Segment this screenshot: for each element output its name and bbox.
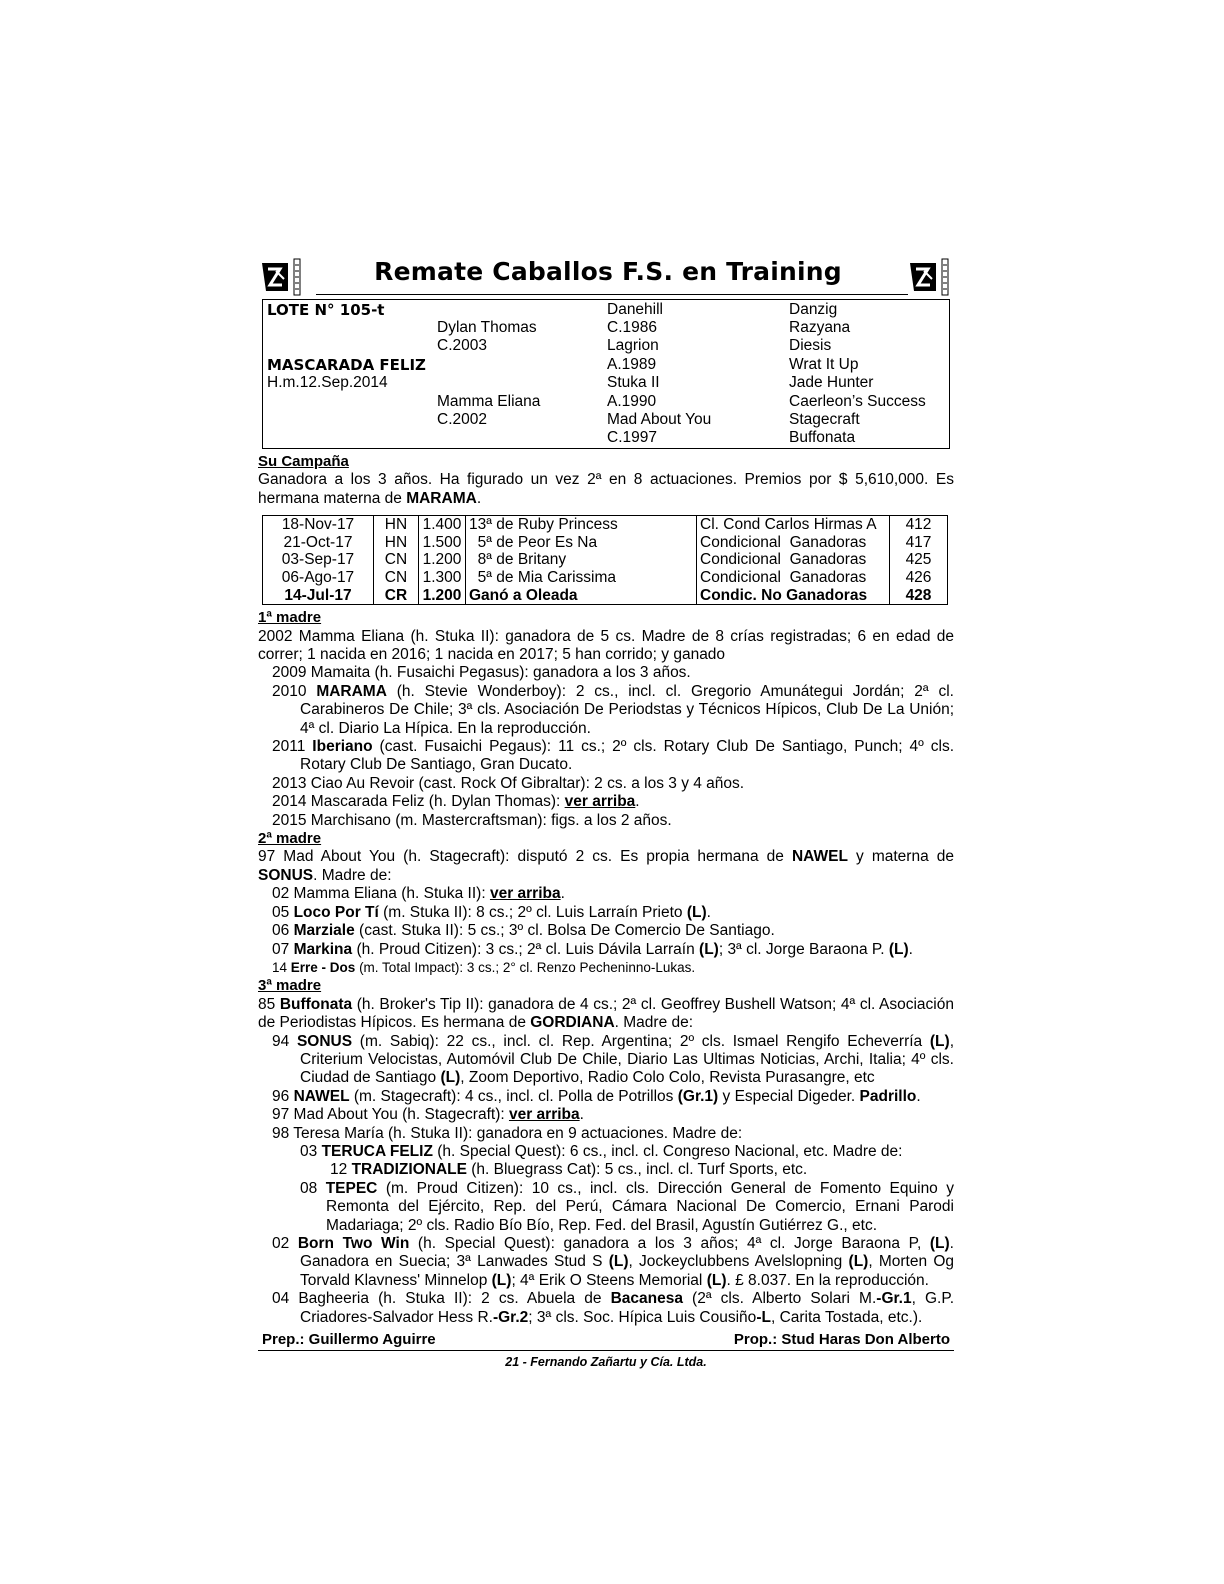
sire-name: Dylan Thomas [437, 319, 537, 336]
list-item: 14 Erre - Dos (m. Total Impact): 3 cs.; 2° cl. Renzo Pecheninno-Lukas. [272, 959, 696, 975]
gen2-2: Lagrion [607, 337, 659, 354]
prep-prop-line [258, 1327, 954, 1350]
gen3-5: Caerleon’s Success [789, 393, 926, 410]
madre2-heading: 2ª madre [258, 830, 322, 848]
pedigree-box [262, 299, 950, 449]
page-title: Remate Caballos F.S. en Training [374, 257, 842, 286]
list-item: 2014 Mascarada Feliz (h. Dylan Thomas): ver arriba. [272, 793, 640, 811]
dam-year: C.2002 [437, 411, 487, 428]
horse-info: H.m.12.Sep.2014 [267, 374, 388, 391]
fz-monogram-logo-right [906, 257, 954, 297]
madre3-heading: 3ª madre [258, 977, 322, 995]
campaign-section [258, 453, 954, 605]
race-row: 06-Ago-17 CN 1.300 5ª de Mia Carissima Condicional Ganadoras 426 [263, 569, 948, 587]
madre3-section [258, 977, 954, 1327]
madre3-intro: 85 Buffonata (h. Broker's Tip II): ganadora de 4 cs.; 2ª cl. Geoffrey Bushell Watson; 4ª cl. Asociación de Periodistas Hípicos. Es hermana de GORDIANA. Madre de: [258, 995, 954, 1032]
gen2-7: C.1997 [607, 429, 657, 446]
race-row: 21-Oct-17 HN 1.500 5ª de Peor Es Na Condicional Ganadoras 417 [263, 534, 948, 552]
gen2-4: Stuka II [607, 374, 660, 391]
list-item: 05 Loco Por Tí (m. Stuka II): 8 cs.; 2º cl. Luis Larraín Prieto (L). [272, 903, 711, 921]
race-row-win: 14-Jul-17 CR 1.200 Ganó a Oleada Condic. No Ganadoras 428 [263, 587, 948, 605]
gen3-4: Jade Hunter [789, 374, 874, 391]
gen3-3: Wrat It Up [789, 356, 859, 373]
trainer: Prep.: Guillermo Aguirre [262, 1331, 436, 1349]
sire-year: C.2003 [437, 337, 487, 354]
title-rule [316, 294, 908, 295]
madre2-intro: 97 Mad About You (h. Stagecraft): disputó 2 cs. Es propia hermana de NAWEL y materna de SONUS. Madre de: [258, 848, 955, 884]
gen2-6: Mad About You [607, 411, 712, 428]
gen3-0: Danzig [789, 301, 838, 318]
madre1-intro: 2002 Mamma Eliana (h. Stuka II): ganadora de 5 cs. Madre de 8 crías registradas; 6 en edad de correr; 1 nacida en 2016; 1 nacida en 2017; 5 han corrido; y ganado [258, 627, 954, 663]
madre2-section [258, 830, 954, 977]
page-footer: 21 - Fernando Zañartu y Cía. Ltda. [505, 1355, 707, 1370]
list-item: 06 Marziale (cast. Stuka II): 5 cs.; 3º cl. Bolsa De Comercio De Santiago. [272, 922, 775, 940]
race-table [262, 515, 948, 605]
page-header [258, 255, 954, 299]
gen3-2: Diesis [789, 337, 832, 354]
catalog-page [258, 255, 954, 1369]
list-item: 02 Mamma Eliana (h. Stuka II): ver arriba. [272, 885, 565, 903]
footer-rule [258, 1350, 954, 1351]
madre1-heading: 1ª madre [258, 609, 322, 627]
race-row: 18-Nov-17 HN 1.400 13ª de Ruby Princess Cl. Cond Carlos Hirmas A 412 [263, 516, 948, 534]
list-item: 04 Bagheeria (h. Stuka II): 2 cs. Abuela de Bacanesa (2ª cls. Alberto Solari M.-Gr.1, G.P. Criadores-Salvador Hess R.-Gr.2; 3ª cls. Soc. Hípica Luis Cousiño-L, Carita Tostada, etc.). [272, 1290, 955, 1326]
list-item: 07 Markina (h. Proud Citizen): 3 cs.; 2ª cl. Luis Dávila Larraín (L); 3ª cl. Jorge Baraona P. (L). [272, 940, 913, 958]
gen2-3: A.1989 [607, 356, 657, 373]
list-item: 03 TERUCA FELIZ (h. Special Quest): 6 cs., incl. cl. Congreso Nacional, etc. Madre de: [300, 1142, 903, 1160]
gen3-1: Razyana [789, 319, 851, 336]
owner: Prop.: Stud Haras Don Alberto [733, 1331, 950, 1349]
list-item: 96 NAWEL (m. Stagecraft): 4 cs., incl. cl. Polla de Potrillos (Gr.1) y Especial Digeder. Padrillo. [272, 1087, 921, 1105]
list-item: 2009 Mamaita (h. Fusaichi Pegasus): ganadora a los 3 años. [272, 664, 691, 682]
dam-name: Mamma Eliana [437, 393, 541, 410]
list-item: 98 Teresa María (h. Stuka II): ganadora en 9 actuaciones. Madre de: [272, 1124, 743, 1142]
madre1-section [258, 609, 954, 830]
list-item: 08 TEPEC (m. Proud Citizen): 10 cs., incl. cls. Dirección General de Fomento Equino y Remonta del Ejército, Rep. del Perú, Cámara Nacional De Comercio, Ernani Parodi Madariaga; 2º cls. Radio Bío Bío, Rep. Fed. del Brasil, Agustín Gutiérrez G., etc. [300, 1179, 954, 1234]
list-item: 02 Born Two Win (h. Special Quest): ganadora a los 3 años; 4ª cl. Jorge Baraona P, (L). Ganadora en Suecia; 3ª Lanwades Stud S (L), Jockeyclubbens Avelslopning (L), Morten Og Torvald Klavness' Minnelop (L); 4ª Erik O Steens Memorial (L). £ 8.037. En la reproducción. [272, 1235, 954, 1289]
campaign-text: Ganadora a los 3 años. Ha figurado un vez 2ª en 8 actuaciones. Premios por $ 5,610,000. Es hermana materna de MARAMA. [258, 471, 954, 507]
horse-name: MASCARADA FELIZ [267, 356, 426, 374]
list-item: 2010 MARAMA (h. Stevie Wonderboy): 2 cs., incl. cl. Gregorio Amunátegui Jordán; 2ª cl. Carabineros De Chile; 3ª cls. Asociación De Periodstas y Técnicos Hípicos, Club De La Unión; 4ª cl. Diario La Hípica. En la reproducción. [272, 682, 954, 737]
gen2-1: C.1986 [607, 319, 657, 336]
gen2-5: A.1990 [607, 393, 657, 410]
list-item: 12 TRADIZIONALE (h. Bluegrass Cat): 5 cs., incl. cl. Turf Sports, etc. [330, 1161, 808, 1179]
lote-number: LOTE N° 105-t [267, 301, 385, 319]
gen3-7: Buffonata [789, 429, 856, 446]
campaign-heading: Su Campaña [258, 453, 349, 470]
fz-monogram-logo-left [258, 257, 306, 297]
list-item: 2015 Marchisano (m. Mastercraftsman): figs. a los 2 años. [272, 811, 672, 829]
race-row: 03-Sep-17 CN 1.200 8ª de Britany Condicional Ganadoras 425 [263, 551, 948, 569]
list-item: 94 SONUS (m. Sabiq): 22 cs., incl. cl. Rep. Argentina; 2º cls. Ismael Rengifo Echeverría (L), Criterium Velocistas, Automóvil Club De Chile, Diario Las Ultimas Noticias, Archi, Italia; 4º cls. Ciudad de Santiago (L), Zoom Deportivo, Radio Colo Colo, Revista Purasangre, etc [272, 1032, 954, 1087]
list-item: 2013 Ciao Au Revoir (cast. Rock Of Gibraltar): 2 cs. a los 3 y 4 años. [272, 774, 745, 792]
gen2-0: Danehill [607, 301, 664, 318]
list-item: 2011 Iberiano (cast. Fusaichi Pegaus): 11 cs.; 2º cls. Rotary Club De Santiago, Punch; 4º cls. Rotary Club De Santiago, Gran Ducato. [272, 738, 954, 774]
list-item: 97 Mad About You (h. Stagecraft): ver arriba. [272, 1106, 584, 1124]
gen3-6: Stagecraft [789, 411, 860, 428]
